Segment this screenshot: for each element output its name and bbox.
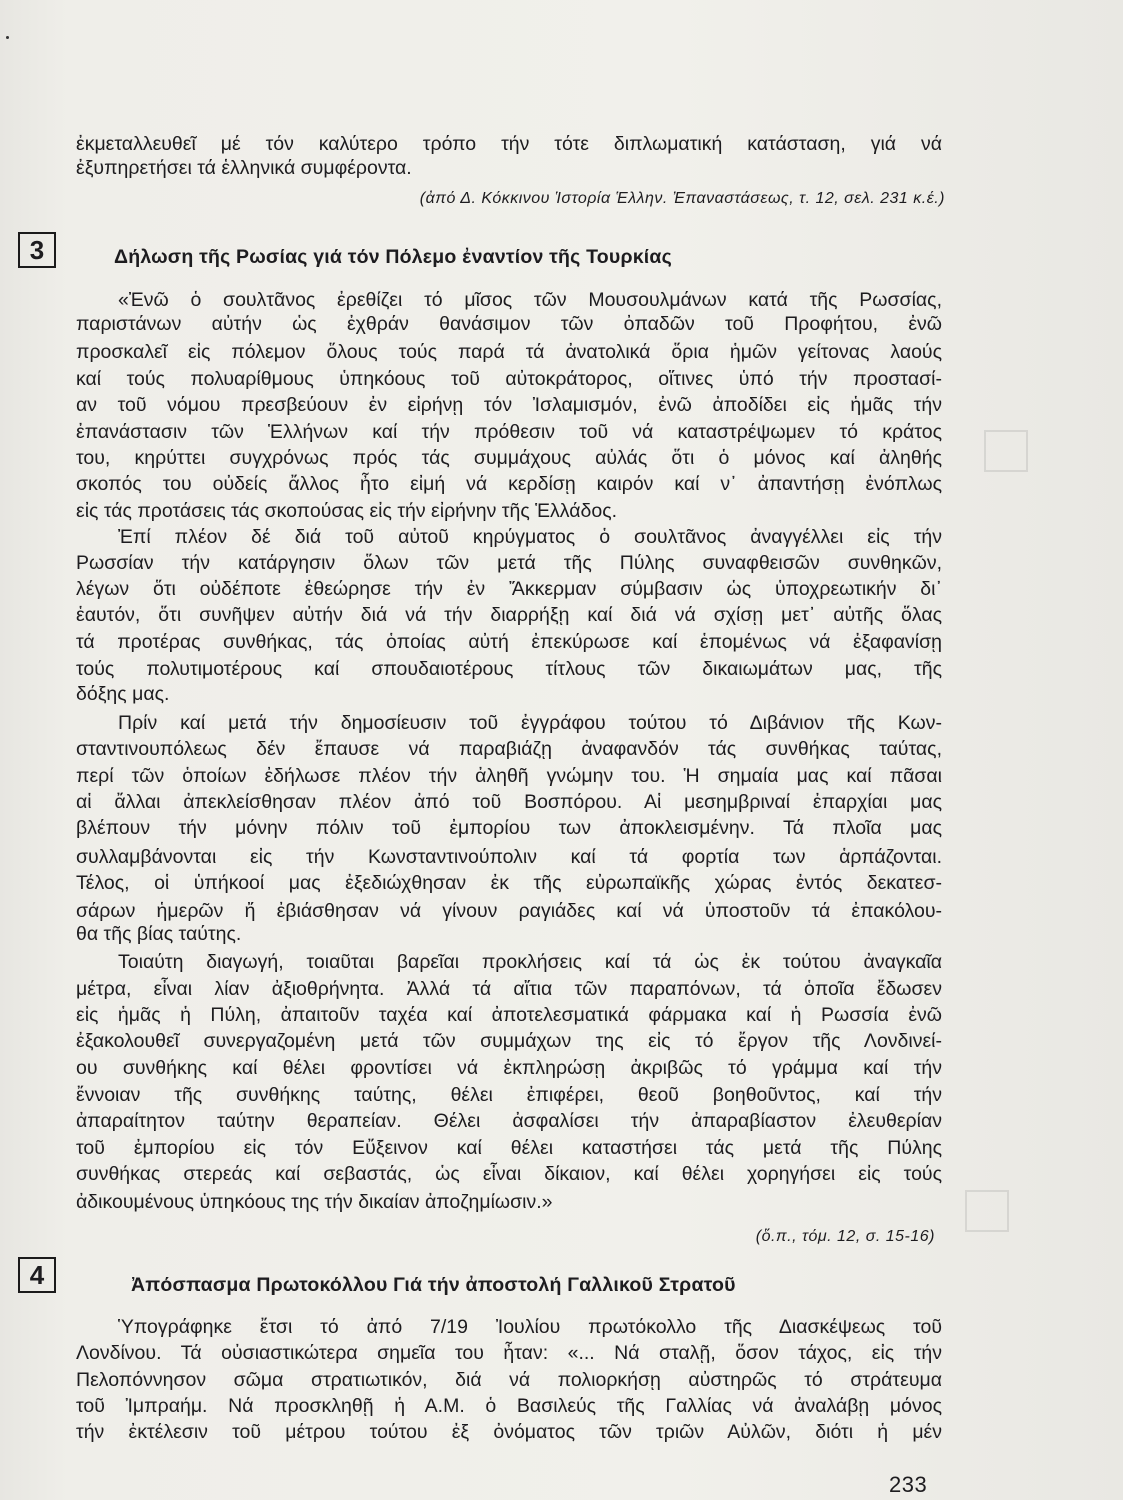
section-4-title: Ἀπόσπασμα Πρωτοκόλλου Γιά τήν ἀποστολή Γαλλικοῦ Στρατοῦ [131, 1274, 736, 1296]
section-3-line: Ρωσσίαν τήν κατάργησιν ὅλων τῶν μετά τῆς Πύλης συναφθεισῶν συνθηκῶν, [76, 552, 942, 574]
section-3-line: καί τούς πολυαρίθμους ὑπηκόους τοῦ αὐτοκράτορος, οἵτινες ὑπό τήν προστασί- [76, 368, 942, 390]
section-3-line: ἑαυτόν, ὅτι συνῆψεν αὐτήν διά νά τήν διαρρήξῃ καί διά νά σχίσῃ μετ᾿ αὐτῆς ὅλας [76, 604, 942, 626]
section-3-line: ἐπανάστασιν τῶν Ἑλλήνων καί τήν πρόθεσιν τοῦ νά καταστρέψωμεν τό κράτος [76, 421, 942, 443]
section-3-line: ἀδικουμένους ὑπηκόους της τήν δικαίαν ἀποζημίωσιν.» [76, 1191, 553, 1213]
intro-citation: (ἀπό Δ. Κόκκινου Ἱστορία Ἑλλην. Ἐπαναστάσεως, τ. 12, σελ. 231 κ.έ.) [419, 190, 945, 207]
section-3-line: εἰς ἡμᾶς ἡ Πύλη, ἀπαιτοῦν ταχέα καί ἀποτελεσματικά φάρμακα καί ἡ Ρωσσία ἐνῶ [76, 1004, 942, 1026]
intro-line: ἐξυπηρετήσει τά ἑλληνικά συμφέροντα. [76, 157, 412, 179]
section-3-line: Τέλος, οἱ ὑπήκοοί μας ἐξεδιώχθησαν ἐκ τῆς εὐρωπαϊκῆς χώρας ἐντός δεκατεσ- [76, 872, 942, 894]
section-3-line: ἀπαραίτητον ταύτην θεραπείαν. Θέλει ἀσφαλίσει τήν ἀπαραβίαστον ἐλευθερίαν [76, 1110, 942, 1132]
section-3-line: δόξης μας. [76, 683, 170, 705]
section-3-title: Δήλωση τῆς Ρωσίας γιά τόν Πόλεμο ἐναντίον τῆς Τουρκίας [114, 246, 672, 268]
section-3-number-box: 3 [18, 232, 56, 268]
section-3-line: ου συνθήκης καί θέλει φροντίσει νά ἐκπληρώσῃ ἀκριβῶς τό γράμμα καί τήν [76, 1057, 942, 1079]
section-3-line: Πρίν καί μετά τήν δημοσίευσιν τοῦ ἐγγράφου τούτου τό Διβάνιον τῆς Κων- [118, 712, 942, 734]
section-3-line: αν τοῦ νόμου πρεσβεύουν ἐν εἰρήνῃ τόν Ἰσλαμισμόν, ἐνῶ ἀποδίδει εἰς ἡμᾶς τήν [76, 394, 942, 416]
section-3-line: σάρων ἡμερῶν ἤ ἐβιάσθησαν νά γίνουν ραγιάδες καί νά ὑποστοῦν τά ἐπακόλου- [76, 900, 942, 922]
section-3-line: θα τῆς βίας ταύτης. [76, 923, 242, 945]
section-3-line: συλλαμβάνονται εἰς τήν Κωνσταντινούπολιν καί τά φορτία των ἁρπάζονται. [76, 846, 942, 868]
section-3-line: ἔννοιαν τῆς συνθήκης ταύτης, θέλει ἐπιφέρει, θεοῦ βοηθοῦντος, καί τήν [76, 1084, 942, 1106]
section-3-line: Τοιαύτη διαγωγή, τοιαῦται βαρεῖαι προκλήσεις καί τά ὡς ἐκ τούτου ἀναγκαῖα [118, 951, 942, 973]
section-4-number-box: 4 [18, 1257, 56, 1293]
section-3-line: σκοπός του οὐδείς ἄλλος ἦτο εἰμή νά κερδίσῃ καιρόν καί ν᾿ ἀπαντήσῃ ἐνόπλως [76, 473, 942, 495]
section-3-line: παριστάνων αὐτήν ὡς ἐχθράν θανάσιμον τῶν ὀπαδῶν τοῦ Προφήτου, ἐνῶ [76, 313, 942, 335]
section-3-line: «Ἐνῶ ὁ σουλτᾶνος ἐρεθίζει τό μῖσος τῶν Μουσουλμάνων κατά τῆς Ρωσσίας, [118, 289, 942, 311]
bleed-through-box [984, 430, 1028, 472]
section-3-line: ἐξακολουθεῖ συνεργαζομένη μετά τῶν συμμάχων της εἰς τό ἔργον τῆς Λονδινεί- [76, 1030, 942, 1052]
section-4-line: τοῦ Ἰμπραήμ. Νά προσκληθῇ ἡ Α.Μ. ὁ Βασιλεύς τῆς Γαλλίας νά ἀναλάβῃ μόνος [76, 1395, 942, 1417]
intro-line: ἐκμεταλλευθεῖ μέ τόν καλύτερο τρόπο τήν τότε διπλωματική κατάσταση, γιά νά [76, 133, 942, 155]
section-3-line: εἰς τάς προτάσεις τάς σκοπούσας εἰς τήν εἰρήνην τῆς Ἑλλάδος. [76, 500, 618, 522]
section-3-line: λέγων ὅτι οὐδέποτε ἐθεώρησε τήν ἐν Ἄκκερμαν σύμβασιν ὡς ὑποχρεωτικήν δι᾿ [76, 578, 942, 600]
scan-speck [6, 36, 9, 39]
section-3-line: συνθήκας στερεάς καί σεβαστάς, ὡς εἶναι δίκαιον, καί θέλει χορηγήσει εἰς τούς [76, 1163, 942, 1185]
section-3-line: Ἐπί πλέον δέ διά τοῦ αὐτοῦ κηρύγματος ὁ σουλτᾶνος ἀναγγέλλει εἰς τήν [118, 526, 942, 548]
section-3-citation: (ὅ.π., τόμ. 12, σ. 15-16) [755, 1228, 935, 1245]
section-3-line: μέτρα, εἶναι λίαν ἀξιοθρήνητα. Ἀλλά τά αἴτια τῶν παραπόνων, τά ὁποῖα ἔδωσεν [76, 978, 942, 1000]
section-4-line: Πελοπόννησον σῶμα στρατιωτικόν, διά νά πολιορκήσῃ αὐστηρῶς τό στράτευμα [76, 1369, 942, 1391]
section-3-line: περί τῶν ὁποίων ἐδήλωσε πλέον τήν ἀληθῆ γνώμην του. Ἡ σημαία μας καί πᾶσαι [76, 765, 942, 787]
page-number: 233 [889, 1472, 928, 1497]
section-3-line: αἱ ἄλλαι ἀπεκλείσθησαν πλέον ἀπό τοῦ Βοσπόρου. Αἱ μεσημβριναί ἐπαρχίαι μας [76, 791, 942, 813]
section-3-line: βλέπουν τήν μόνην πόλιν τοῦ ἐμπορίου των ἀποκλεισμένην. Τά πλοῖα μας [76, 817, 942, 839]
section-3-line: τοῦ ἐμπορίου εἰς τόν Εὔξεινον καί θέλει καταστήσει τάς μετά τῆς Πύλης [76, 1137, 942, 1159]
section-3-line: τούς πολυτιμοτέρους καί σπουδαιοτέρους τίτλους τῶν δικαιωμάτων μας, τῆς [76, 658, 942, 680]
section-4-line: Λονδίνου. Τά οὐσιαστικώτερα σημεῖα του ἦταν: «... Νά σταλῇ, ὅσον τάχος, εἰς τήν [76, 1342, 942, 1364]
section-3-line: προσκαλεῖ εἰς πόλεμον ὅλους τούς παρά τά ἀνατολικά ὅρια ἡμῶν γείτονας λαούς [76, 341, 942, 363]
section-3-line: τά προτέρας συνθήκας, τάς ὁποίας αὐτή ἐπεκύρωσε καί ἑπομένως νά ἐξαφανίσῃ [76, 631, 942, 653]
section-3-line: του, κηρύττει συγχρόνως πρός τάς συμμάχους αὐλάς ὅτι ὁ μόνος καί ἀληθής [76, 447, 942, 469]
section-4-line: τήν ἐκτέλεσιν τοῦ μέτρου τούτου ἐξ ὀνόματος τῶν τριῶν Αὐλῶν, διότι ἡ μέν [76, 1421, 942, 1443]
bleed-through-box [965, 1190, 1009, 1232]
section-3-line: σταντινουπόλεως δέν ἔπαυσε νά παραβιάζῃ ἀναφανδόν τάς συνθήκας ταύτας, [76, 738, 942, 760]
section-4-line: Ὑπογράφηκε ἔτσι τό ἀπό 7/19 Ἰουλίου πρωτόκολλο τῆς Διασκέψεως τοῦ [118, 1316, 942, 1338]
